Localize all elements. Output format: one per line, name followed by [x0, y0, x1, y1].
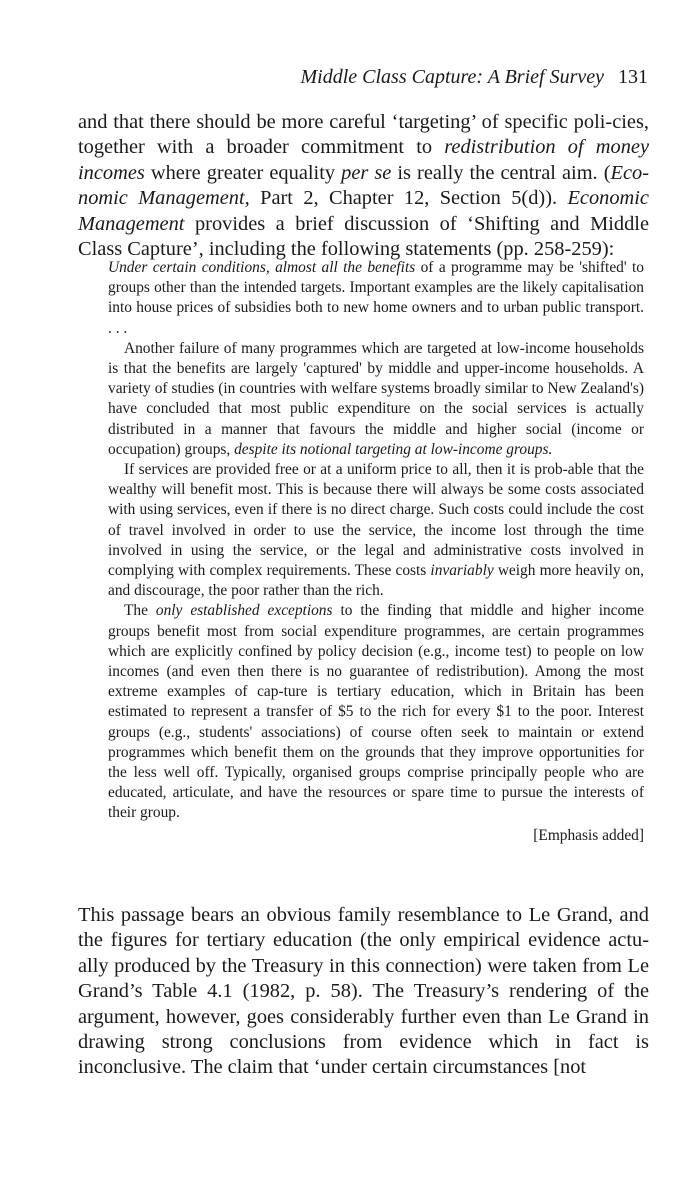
- text-run: Another failure of many programmes which are targeted at low-income households is that the benefits are largely 'captured' by middle and upper-income households. A variety of studies (in countries with welfare systems broadly similar to New Zealand's) have concluded that most public expenditure on the social services is actually distributed in a manner that favours the middle and higher social (income or occupation) groups,: [108, 339, 644, 458]
- emphasis-text: per se: [341, 161, 392, 184]
- text-run: of a programme may be 'shifted' to groups other than the intended targets. Important examples are the likely capitalisation into house prices of subsidies both to new home owners and to urban public transport. . . .: [108, 259, 644, 337]
- text-run: where greater equality: [144, 161, 342, 184]
- text-run: to the finding that middle and higher income groups benefit most from social expenditure programmes, are certain programmes which are explicitly confined by policy decision (e.g., income test) to people on low incomes (and even then there is no guarantee of redistribution). Among the most extreme examples of cap-ture is tertiary education, which in Britain has been estimated to represent a transfer of $5 to the rich for every $1 to the poor. Interest groups (e.g., students' associations) of course often seek to maintain or extend programmes which benefit them on the grounds that they improve opportunities for the less well off. Typically, organised groups comprise principally people who are educated, articulate, and have the resources or spare time to pursue the interests of their group.: [108, 602, 644, 822]
- emphasis-note: [Emphasis added]: [533, 826, 644, 844]
- text-run: provides a brief discussion of ‘Shifting and Middle Class Capture’, including the following statements (pp. 258-259):: [78, 212, 649, 261]
- quote-paragraph-2: [108, 339, 644, 460]
- text-run: is really the central aim. (: [391, 161, 611, 184]
- quote-paragraph-3: [108, 460, 644, 601]
- text-run: , Part 2, Chapter 12, Section 5(d)).: [244, 187, 568, 210]
- emphasis-text: Under certain conditions, almost all the benefits: [108, 259, 416, 276]
- book-title: Eco-nomic Management: [78, 161, 649, 210]
- text-run: and that there should be more careful ‘targeting’ of specific poli-cies, together with a broader commitment to: [78, 111, 649, 159]
- quote-paragraph-4: [108, 601, 644, 823]
- emphasis-text: invariably: [430, 562, 494, 580]
- block-quote: [108, 258, 644, 846]
- text-run: The: [124, 602, 156, 620]
- body-paragraph-2: This passage bears an obvious family resemblance to Le Grand, and the figures for tertiary education (the only empirical evidence actu-ally produced by the Treasury in this connection) were taken from Le Grand’s Table 4.1 (1982, p. 58). The Treasury’s rendering of the argument, however, goes considerably further even than Le Grand in drawing strong conclusions from evidence which in fact is inconclusive. The claim that ‘under certain circumstances [not: [78, 904, 649, 1079]
- book-title: Economic Management: [78, 187, 649, 235]
- body-paragraph-1: [78, 110, 649, 262]
- emphasis-text: only established exceptions: [155, 602, 333, 620]
- emphasis-text: redistribution of money incomes: [78, 136, 649, 184]
- page-number: 131: [618, 66, 648, 88]
- running-title: Middle Class Capture: A Brief Survey: [300, 66, 604, 88]
- emphasis-text: despite its notional targeting at low-income groups.: [234, 440, 553, 458]
- running-header: [301, 66, 649, 89]
- text-run: If services are provided free or at a uniform price to all, then it is prob-able that the wealthy will benefit most. This is because there will always be some costs associated with using services, even if there is no direct charge. Such costs could include the cost of travel involved in order to use the service, the income lost through the time involved in using the service, or the legal and administrative costs involved in complying with complex requirements. These costs: [108, 461, 644, 580]
- text-run: weigh more heavily on, and discourage, the poor rather than the rich.: [108, 562, 644, 600]
- quote-paragraph-1: [108, 258, 644, 339]
